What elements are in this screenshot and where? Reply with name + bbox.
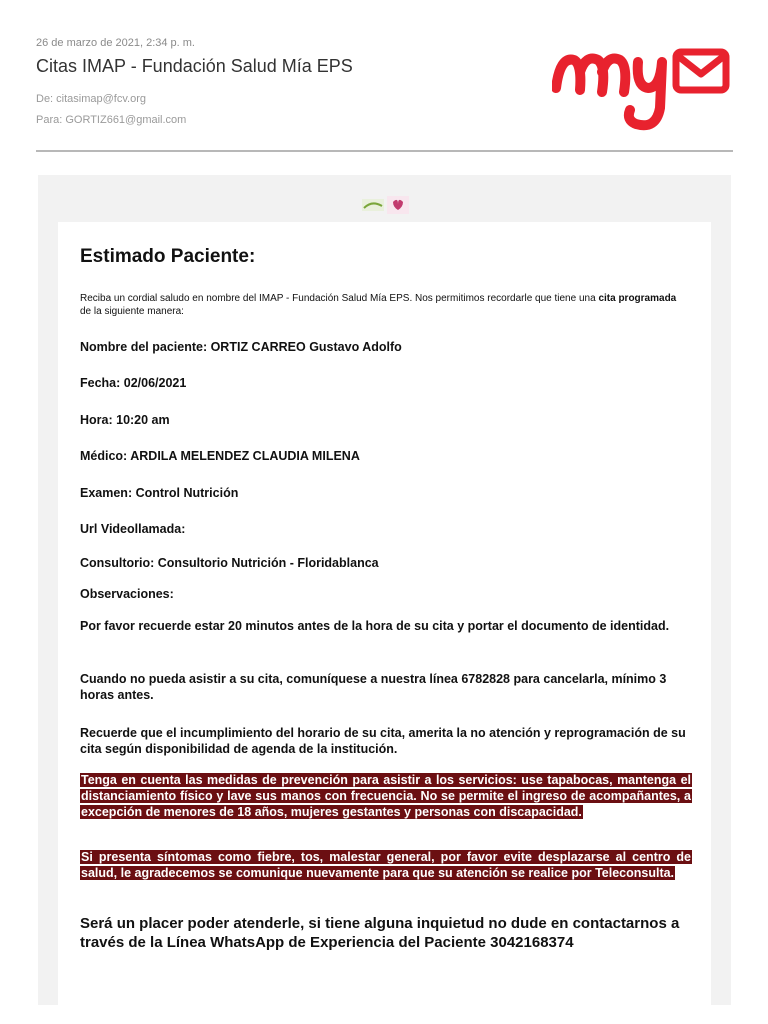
symptoms-alert-text: Si presenta síntomas como fiebre, tos, malestar general, por favor evite desplazarse al centro de salud, le agradecemos se comunique nuevamente para que su atención se realice por Teleconsulta. [81,850,691,880]
exam-type: Examen: Control Nutrición [80,486,239,500]
intro-start: Reciba un cordial saludo en nombre del IMAP - Fundación Salud Mía EPS. Nos permitimos recordarle que tiene una [80,293,599,304]
prevention-alert-text: Tenga en cuenta las medidas de prevención para asistir a los servicios: use tapabocas, mantenga el distanciamiento físico y lave sus manos con frecuencia. No se permite el ingreso de acompañantes, a excepción de menores de 18 años, mujeres gestantes y personas con discapacidad. [81,773,691,819]
intro-paragraph [80,292,690,318]
email-card [58,222,711,1005]
symptoms-alert [80,849,692,881]
appointment-time: Hora: 10:20 am [80,413,170,427]
sender-logos-icon [362,196,410,214]
prevention-alert [80,772,692,820]
email-subject: Citas IMAP - Fundación Salud Mía EPS [36,56,353,76]
doctor-name: Médico: ARDILA MELENDEZ CLAUDIA MILENA [80,449,360,463]
email-from: De: citasimap@fcv.org [36,93,146,105]
intro-end: de la siguiente manera: [80,306,184,317]
no-show-note: Recuerde que el incumplimiento del horario de su cita, amerita la no atención y reprogramación de su cita según disponibilidad de agenda de la institución. [80,726,686,756]
patient-name: Nombre del paciente: ORTIZ CARREO Gustavo Adolfo [80,340,402,354]
email-header [36,0,733,152]
arrival-note: Por favor recuerde estar 20 minutos antes de la hora de su cita y portar el documento de identidad. [80,619,670,633]
email-to: Para: GORTIZ661@gmail.com [36,114,187,126]
my-envelope-logo-icon [552,38,732,134]
email-body-frame [38,175,731,1005]
intro-bold: cita programada [598,293,677,304]
office-name: Consultorio: Consultorio Nutrición - Floridablanca [80,556,379,570]
observations-label: Observaciones: [80,587,174,601]
cancel-note: Cuando no pueda asistir a su cita, comuníquese a nuestra línea 6782828 para cancelarla, mínimo 3 horas antes. [80,672,667,702]
greeting-heading: Estimado Paciente: [80,246,256,267]
appointment-date: Fecha: 02/06/2021 [80,376,187,390]
header-divider [36,150,733,152]
email-date: 26 de marzo de 2021, 2:34 p. m. [36,37,195,49]
video-call-url: Url Videollamada: [80,522,186,536]
closing-message: Será un placer poder atenderle, si tiene alguna inquietud no dude en contactarnos a través de la Línea WhatsApp de Experiencia del Paciente 3042168374 [80,915,680,951]
